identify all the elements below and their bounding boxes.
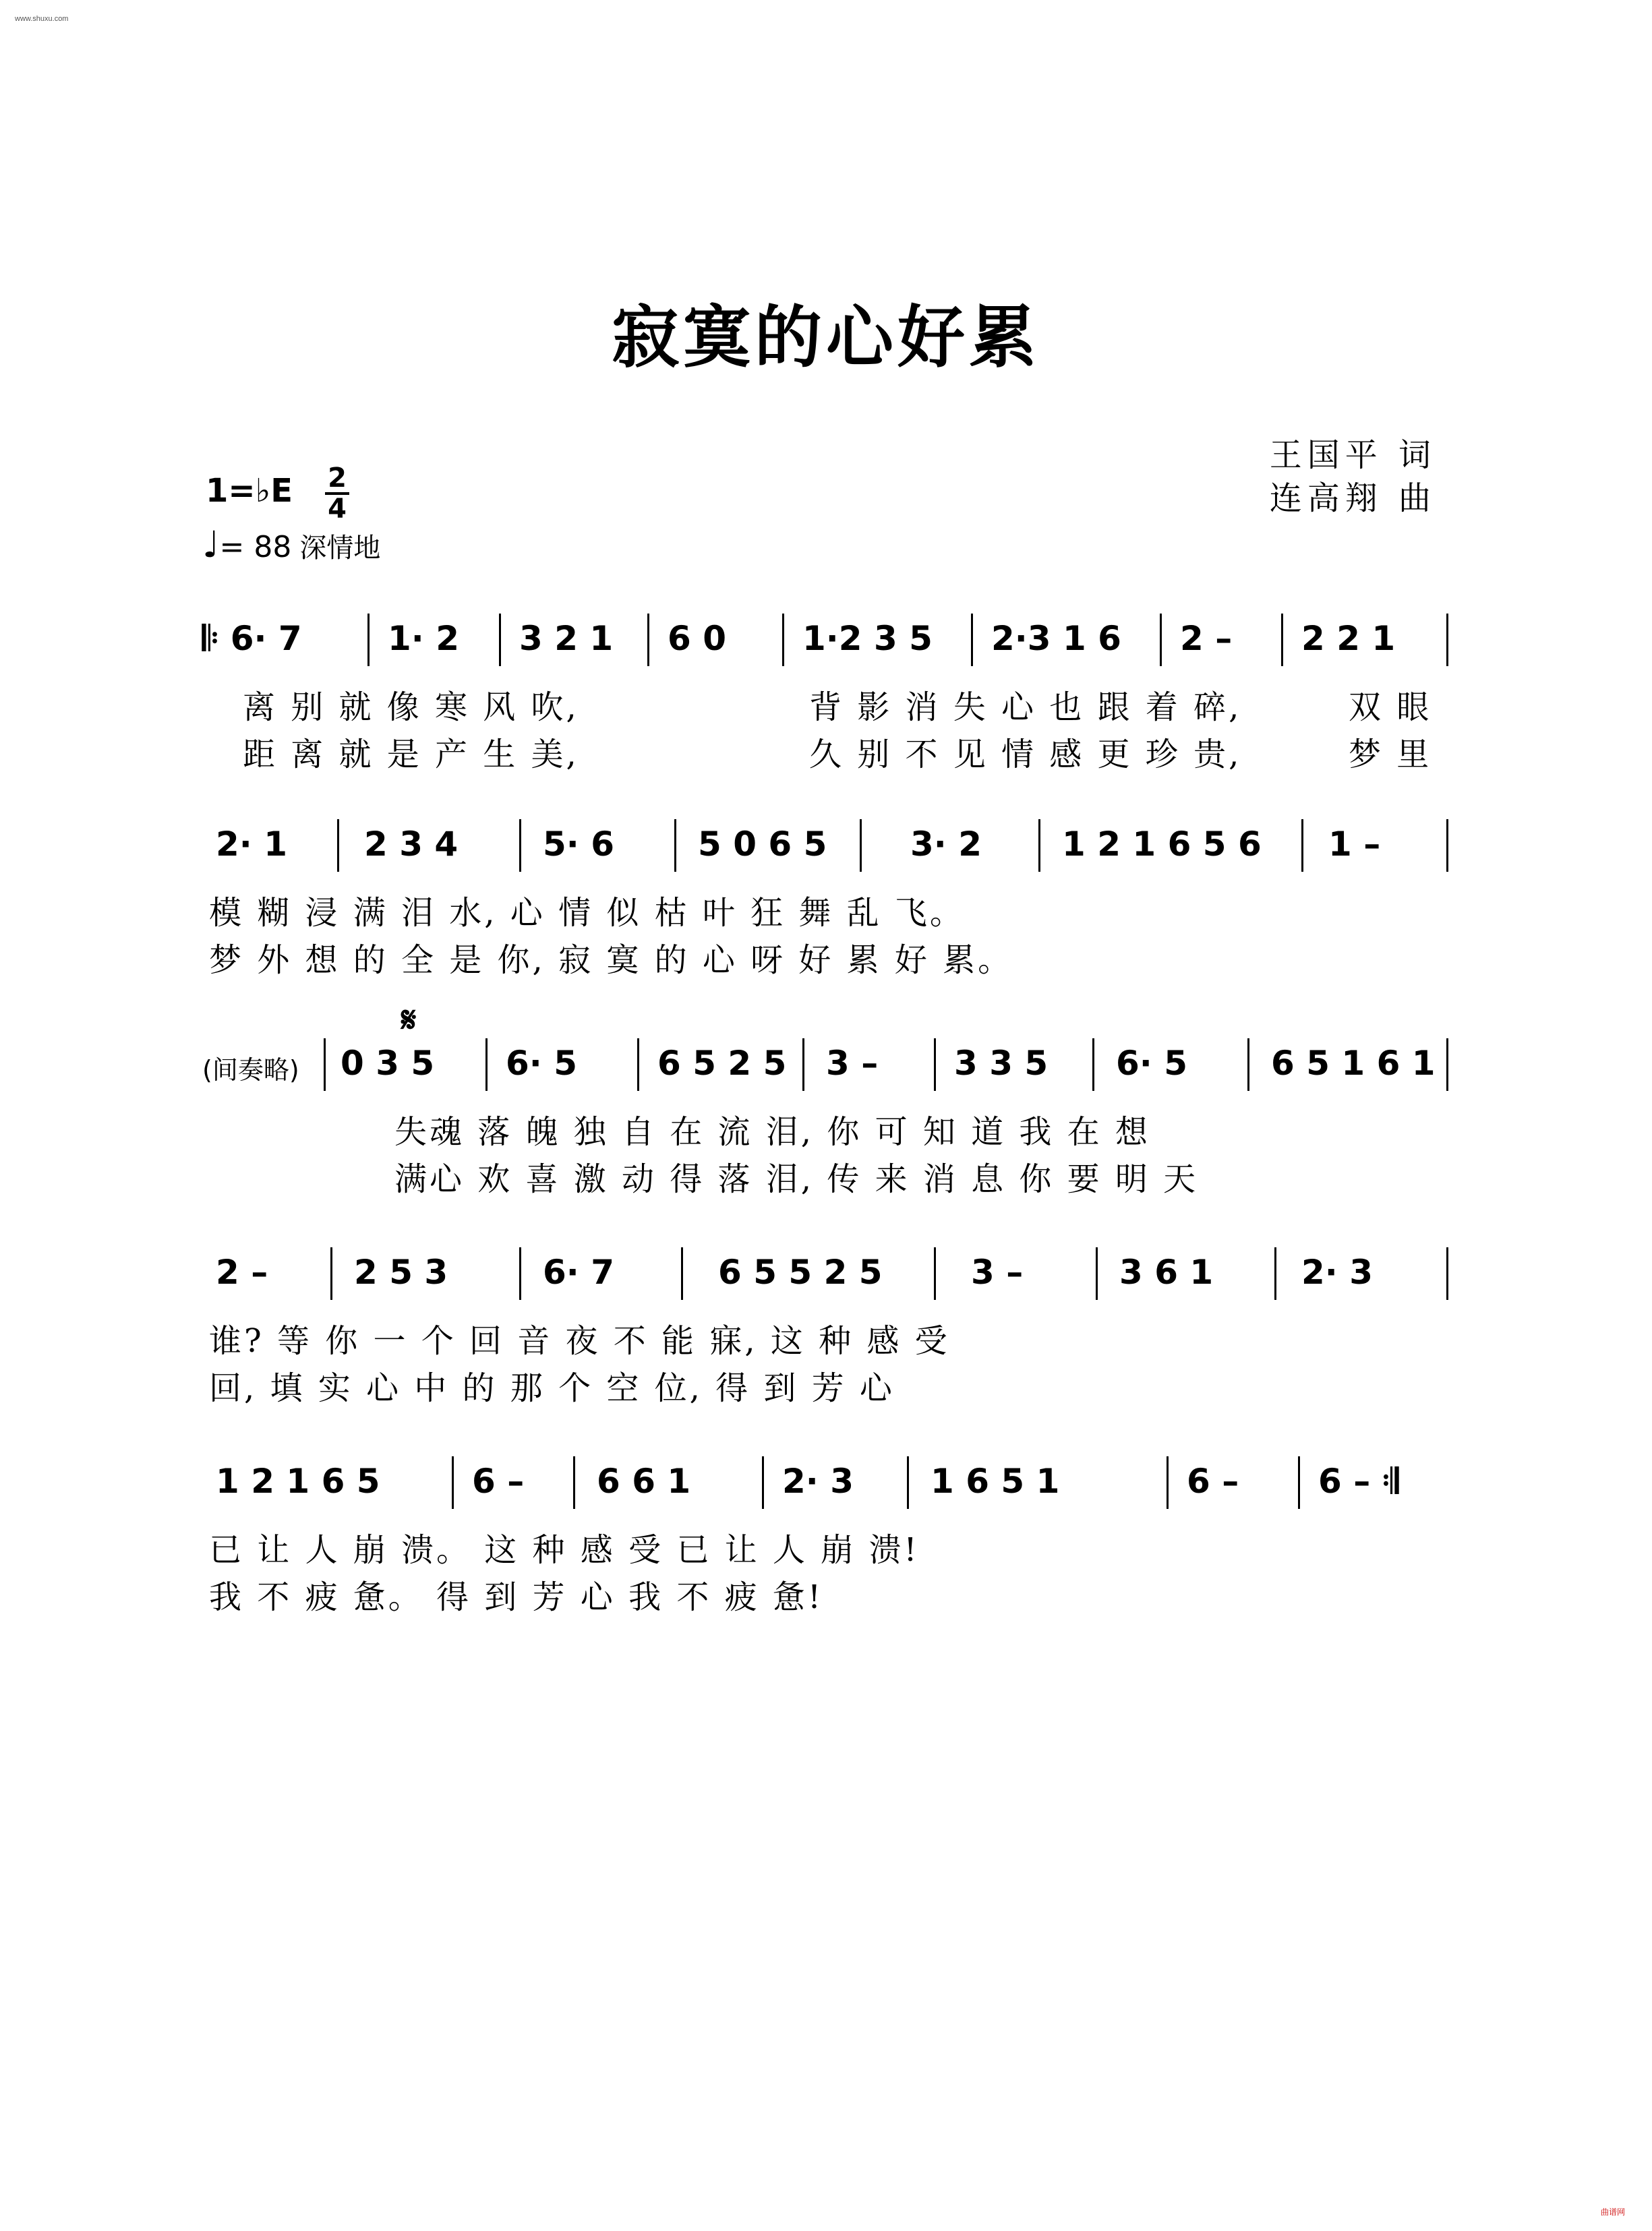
barline xyxy=(367,614,370,666)
lyric-segment: 离 别 就 像 寒 风 吹, xyxy=(243,688,579,726)
lyric-segment: 模 糊 浸 满 泪 水, 心 情 似 枯 叶 狂 舞 乱 飞。 xyxy=(209,894,965,932)
measure: 2·3 1 6 xyxy=(991,619,1121,658)
measure: 3 – xyxy=(971,1253,1024,1292)
barline xyxy=(1092,1038,1094,1091)
measure: 3 3 5 xyxy=(954,1044,1049,1083)
barline xyxy=(1446,819,1448,872)
measure: 0 3 5 xyxy=(341,1044,435,1083)
measure: 6· 7 xyxy=(543,1253,614,1292)
lyric-segment: 梦 外 想 的 全 是 你, 寂 寞 的 心 呀 好 累 好 累。 xyxy=(209,941,1013,979)
barline xyxy=(647,614,649,666)
barline xyxy=(802,1038,804,1091)
lyric-segment: 久 别 不 见 情 感 更 珍 贵, xyxy=(809,736,1242,773)
barline xyxy=(1038,819,1040,872)
composer-credit: 连高翔 曲 xyxy=(1269,479,1436,517)
tempo-value: = 88 xyxy=(219,530,292,564)
time-signature-top: 2 xyxy=(328,463,347,494)
measure: 3 – xyxy=(826,1044,879,1083)
barline xyxy=(681,1247,683,1300)
barline xyxy=(907,1456,909,1509)
barline xyxy=(1281,614,1283,666)
measure: 𝄆 6· 7 xyxy=(202,619,302,658)
segno-icon: 𝄋 xyxy=(401,999,417,1040)
score-system-5 xyxy=(202,1450,1456,1625)
barline xyxy=(860,819,862,872)
barline xyxy=(452,1456,454,1509)
score-system-4 xyxy=(202,1241,1456,1416)
barline xyxy=(337,819,339,872)
measure: 2· 1 xyxy=(216,825,287,864)
time-signature xyxy=(325,463,349,525)
notes-row xyxy=(202,1241,1456,1301)
expression-marking: 深情地 xyxy=(299,533,381,564)
score-system-2 xyxy=(202,812,1456,988)
measure: 6 – 𝄇 xyxy=(1318,1462,1398,1501)
barline xyxy=(1160,614,1162,666)
barline xyxy=(934,1038,936,1091)
barline xyxy=(1167,1456,1169,1509)
measure: 2· 3 xyxy=(782,1462,854,1501)
lyric-segment: 背 影 消 失 心 也 跟 着 碎, xyxy=(809,688,1242,726)
time-signature-bottom: 4 xyxy=(328,494,347,525)
barline xyxy=(1446,614,1448,666)
lyric-segment: 满心 欢 喜 激 动 得 落 泪, 传 来 消 息 你 要 明 天 xyxy=(394,1160,1199,1198)
measure: 6 6 1 xyxy=(597,1462,691,1501)
measure: 3· 2 xyxy=(910,825,982,864)
score-system-3 xyxy=(202,1032,1456,1207)
barline xyxy=(1298,1456,1300,1509)
barline xyxy=(330,1247,332,1300)
lyric-segment: 已 让 人 崩 溃。 这 种 感 受 已 让 人 崩 溃! xyxy=(209,1531,920,1569)
measure: 2· 3 xyxy=(1301,1253,1373,1292)
measure: 3 2 1 xyxy=(519,619,614,658)
site-watermark: www.shuxu.com xyxy=(15,15,69,23)
barline xyxy=(573,1456,575,1509)
measure: 2 – xyxy=(1180,619,1233,658)
barline xyxy=(637,1038,639,1091)
barline xyxy=(1096,1247,1098,1300)
barline xyxy=(782,614,784,666)
score-system-1 xyxy=(202,607,1456,782)
barline xyxy=(1274,1247,1276,1300)
measure: 6 5 2 5 xyxy=(657,1044,787,1083)
barline xyxy=(519,1247,521,1300)
lyricist-credit: 王国平 词 xyxy=(1269,436,1436,474)
measure: 6 5 5 2 5 xyxy=(718,1253,883,1292)
barline xyxy=(1446,1038,1448,1091)
lyric-segment: 失魂 落 魄 独 自 在 流 泪, 你 可 知 道 我 在 想 xyxy=(394,1113,1150,1151)
lyric-segment: 距 离 就 是 产 生 美, xyxy=(243,736,579,773)
measure: 5· 6 xyxy=(543,825,614,864)
lyric-segment: 梦 里 xyxy=(1349,736,1432,773)
lyric-segment: 谁? 等 你 一 个 回 音 夜 不 能 寐, 这 种 感 受 xyxy=(209,1322,950,1360)
measure: 1 2 1 6 5 6 xyxy=(1062,825,1262,864)
measure: 6· 5 xyxy=(506,1044,577,1083)
interlude-note: (间奏略) xyxy=(202,1055,299,1085)
key-signature: 1=♭E xyxy=(206,472,293,510)
measure: 6 – xyxy=(1187,1462,1239,1501)
barline xyxy=(1446,1247,1448,1300)
song-title: 寂寞的心好累 xyxy=(612,297,1040,377)
lyric-segment: 我 不 疲 惫。 得 到 芳 心 我 不 疲 惫! xyxy=(209,1578,824,1616)
measure: 2 3 4 xyxy=(364,825,459,864)
measure: 2 – xyxy=(216,1253,268,1292)
measure: 6 0 xyxy=(668,619,726,658)
measure: 2 5 3 xyxy=(354,1253,448,1292)
lyric-segment: 回, 填 实 心 中 的 那 个 空 位, 得 到 芳 心 xyxy=(209,1369,895,1407)
measure: 1· 2 xyxy=(388,619,459,658)
measure: 1 2 1 6 5 xyxy=(216,1462,380,1501)
measure: 1 6 5 1 xyxy=(931,1462,1060,1501)
barline xyxy=(485,1038,488,1091)
barline xyxy=(971,614,973,666)
barline xyxy=(1247,1038,1249,1091)
quarter-note-icon: ♩ xyxy=(202,523,220,566)
barline xyxy=(934,1247,936,1300)
barline xyxy=(499,614,501,666)
measure: 6· 5 xyxy=(1116,1044,1187,1083)
tempo-marking xyxy=(202,523,380,566)
measure: 2 2 1 xyxy=(1301,619,1396,658)
measure: 6 – xyxy=(472,1462,525,1501)
notes-row xyxy=(202,812,1456,873)
barline xyxy=(324,1038,326,1091)
footer-watermark: 曲谱网 xyxy=(1600,2207,1625,2217)
barline xyxy=(674,819,676,872)
barline xyxy=(519,819,521,872)
barline xyxy=(1301,819,1303,872)
measure: 3 6 1 xyxy=(1119,1253,1214,1292)
measure: 5 0 6 5 xyxy=(698,825,827,864)
lyric-segment: 双 眼 xyxy=(1349,688,1432,726)
notes-row xyxy=(202,1450,1456,1510)
barline xyxy=(762,1456,764,1509)
notes-row xyxy=(202,1032,1456,1092)
measure: 6 5 1 6 1 xyxy=(1271,1044,1436,1083)
measure: 1·2 3 5 xyxy=(802,619,933,658)
measure: 1 – xyxy=(1328,825,1381,864)
notes-row xyxy=(202,607,1456,667)
